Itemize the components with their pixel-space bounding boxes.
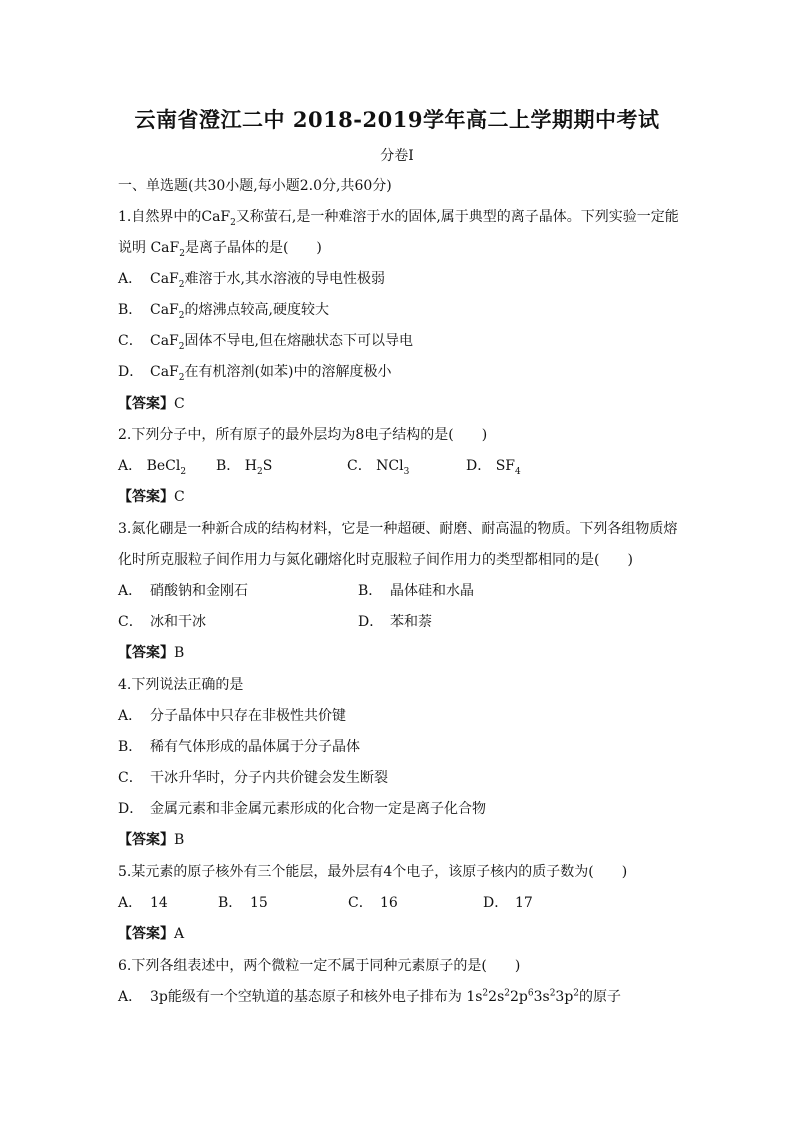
- q1-option-a: A． CaF$_2$难溶于水,其水溶液的导电性极弱: [118, 271, 385, 290]
- q2-answer: 【答案】C: [118, 489, 185, 505]
- q3-option-a: A． 硝酸钠和金刚石: [118, 583, 248, 599]
- q5-option-d: D． 17: [483, 895, 533, 911]
- q2-options: [118, 456, 678, 476]
- q3-option-b: B． 晶体硅和水晶: [358, 583, 474, 599]
- q5-answer: 【答案】A: [118, 926, 185, 942]
- q3-options-row1: [118, 581, 678, 601]
- q5-option-c: C． 16: [348, 895, 398, 911]
- q3-stem-line1: 3.氮化硼是一种新合成的结构材料，它是一种超硬、耐磨、耐高温的物质。下列各组物质熔: [118, 521, 678, 537]
- page-title: 云南省澄江二中 2018-2019学年高二上学期期中考试: [134, 107, 660, 132]
- q2-stem: 2.下列分子中，所有原子的最外层均为8电子结构的是( ): [118, 427, 488, 443]
- q5-options: [118, 893, 678, 913]
- q3-stem-line2: 化时所克服粒子间作用力与氮化硼熔化时克服粒子间作用力的类型都相同的是( ): [118, 552, 633, 568]
- q1-stem-line2: 说明 CaF$_2$是离子晶体的是( ): [118, 240, 322, 259]
- q4-option-b: B． 稀有气体形成的晶体属于分子晶体: [118, 739, 360, 755]
- q4-option-c: C． 干冰升华时，分子内共价键会发生断裂: [118, 770, 388, 786]
- electron-configuration: $1s^22s^22p^63s^23p^2$: [466, 988, 580, 1005]
- section-heading: 一、单选题(共30小题,每小题2.0分,共60分): [118, 178, 392, 194]
- q1-option-c: C． CaF$_2$固体不导电,但在熔融状态下可以导电: [118, 333, 413, 352]
- q4-stem: 4.下列说法正确的是: [118, 677, 244, 693]
- q1-stem-line1: 1.自然界中的CaF$_2$又称萤石,是一种难溶于水的固体,属于典型的离子晶体。下列实验一定能: [118, 209, 679, 228]
- q2-option-c: C． NCl$_3$: [347, 458, 410, 477]
- q3-option-d: D． 苯和萘: [358, 614, 432, 630]
- q2-option-b: B． $H_2S$: [216, 458, 273, 477]
- q5-option-b: B． 15: [218, 895, 268, 911]
- q3-options-row2: [118, 612, 678, 632]
- q5-option-a: A． 14: [118, 895, 168, 911]
- q2-option-a: A． BeCl$_2$: [118, 458, 187, 477]
- q1-answer: 【答案】C: [118, 396, 185, 412]
- q2-option-d: D． $SF_4$: [466, 458, 521, 477]
- q4-answer: 【答案】B: [118, 832, 185, 848]
- q3-answer: 【答案】B: [118, 645, 185, 661]
- q5-stem: 5.某元素的原子核外有三个能层，最外层有4个电子，该原子核内的质子数为( ): [118, 864, 628, 880]
- q3-option-c: C． 冰和干冰: [118, 614, 206, 630]
- q1-option-b: B． CaF$_2$的熔沸点较高,硬度较大: [118, 302, 329, 321]
- q1-option-d: D． CaF$_2$在有机溶剂(如苯)中的溶解度极小: [118, 364, 392, 383]
- q6-stem: 6.下列各组表述中，两个微粒一定不属于同种元素原子的是( ): [118, 958, 521, 974]
- section-subtitle: 分卷I: [380, 148, 414, 164]
- q4-option-a: A． 分子晶体中只存在非极性共价键: [118, 708, 346, 724]
- q6-option-a: A． 3p能级有一个空轨道的基态原子和核外电子排布为 $1s^22s^22p^63s^23p^2$的原子: [118, 988, 622, 1005]
- q4-option-d: D． 金属元素和非金属元素形成的化合物一定是离子化合物: [118, 801, 486, 817]
